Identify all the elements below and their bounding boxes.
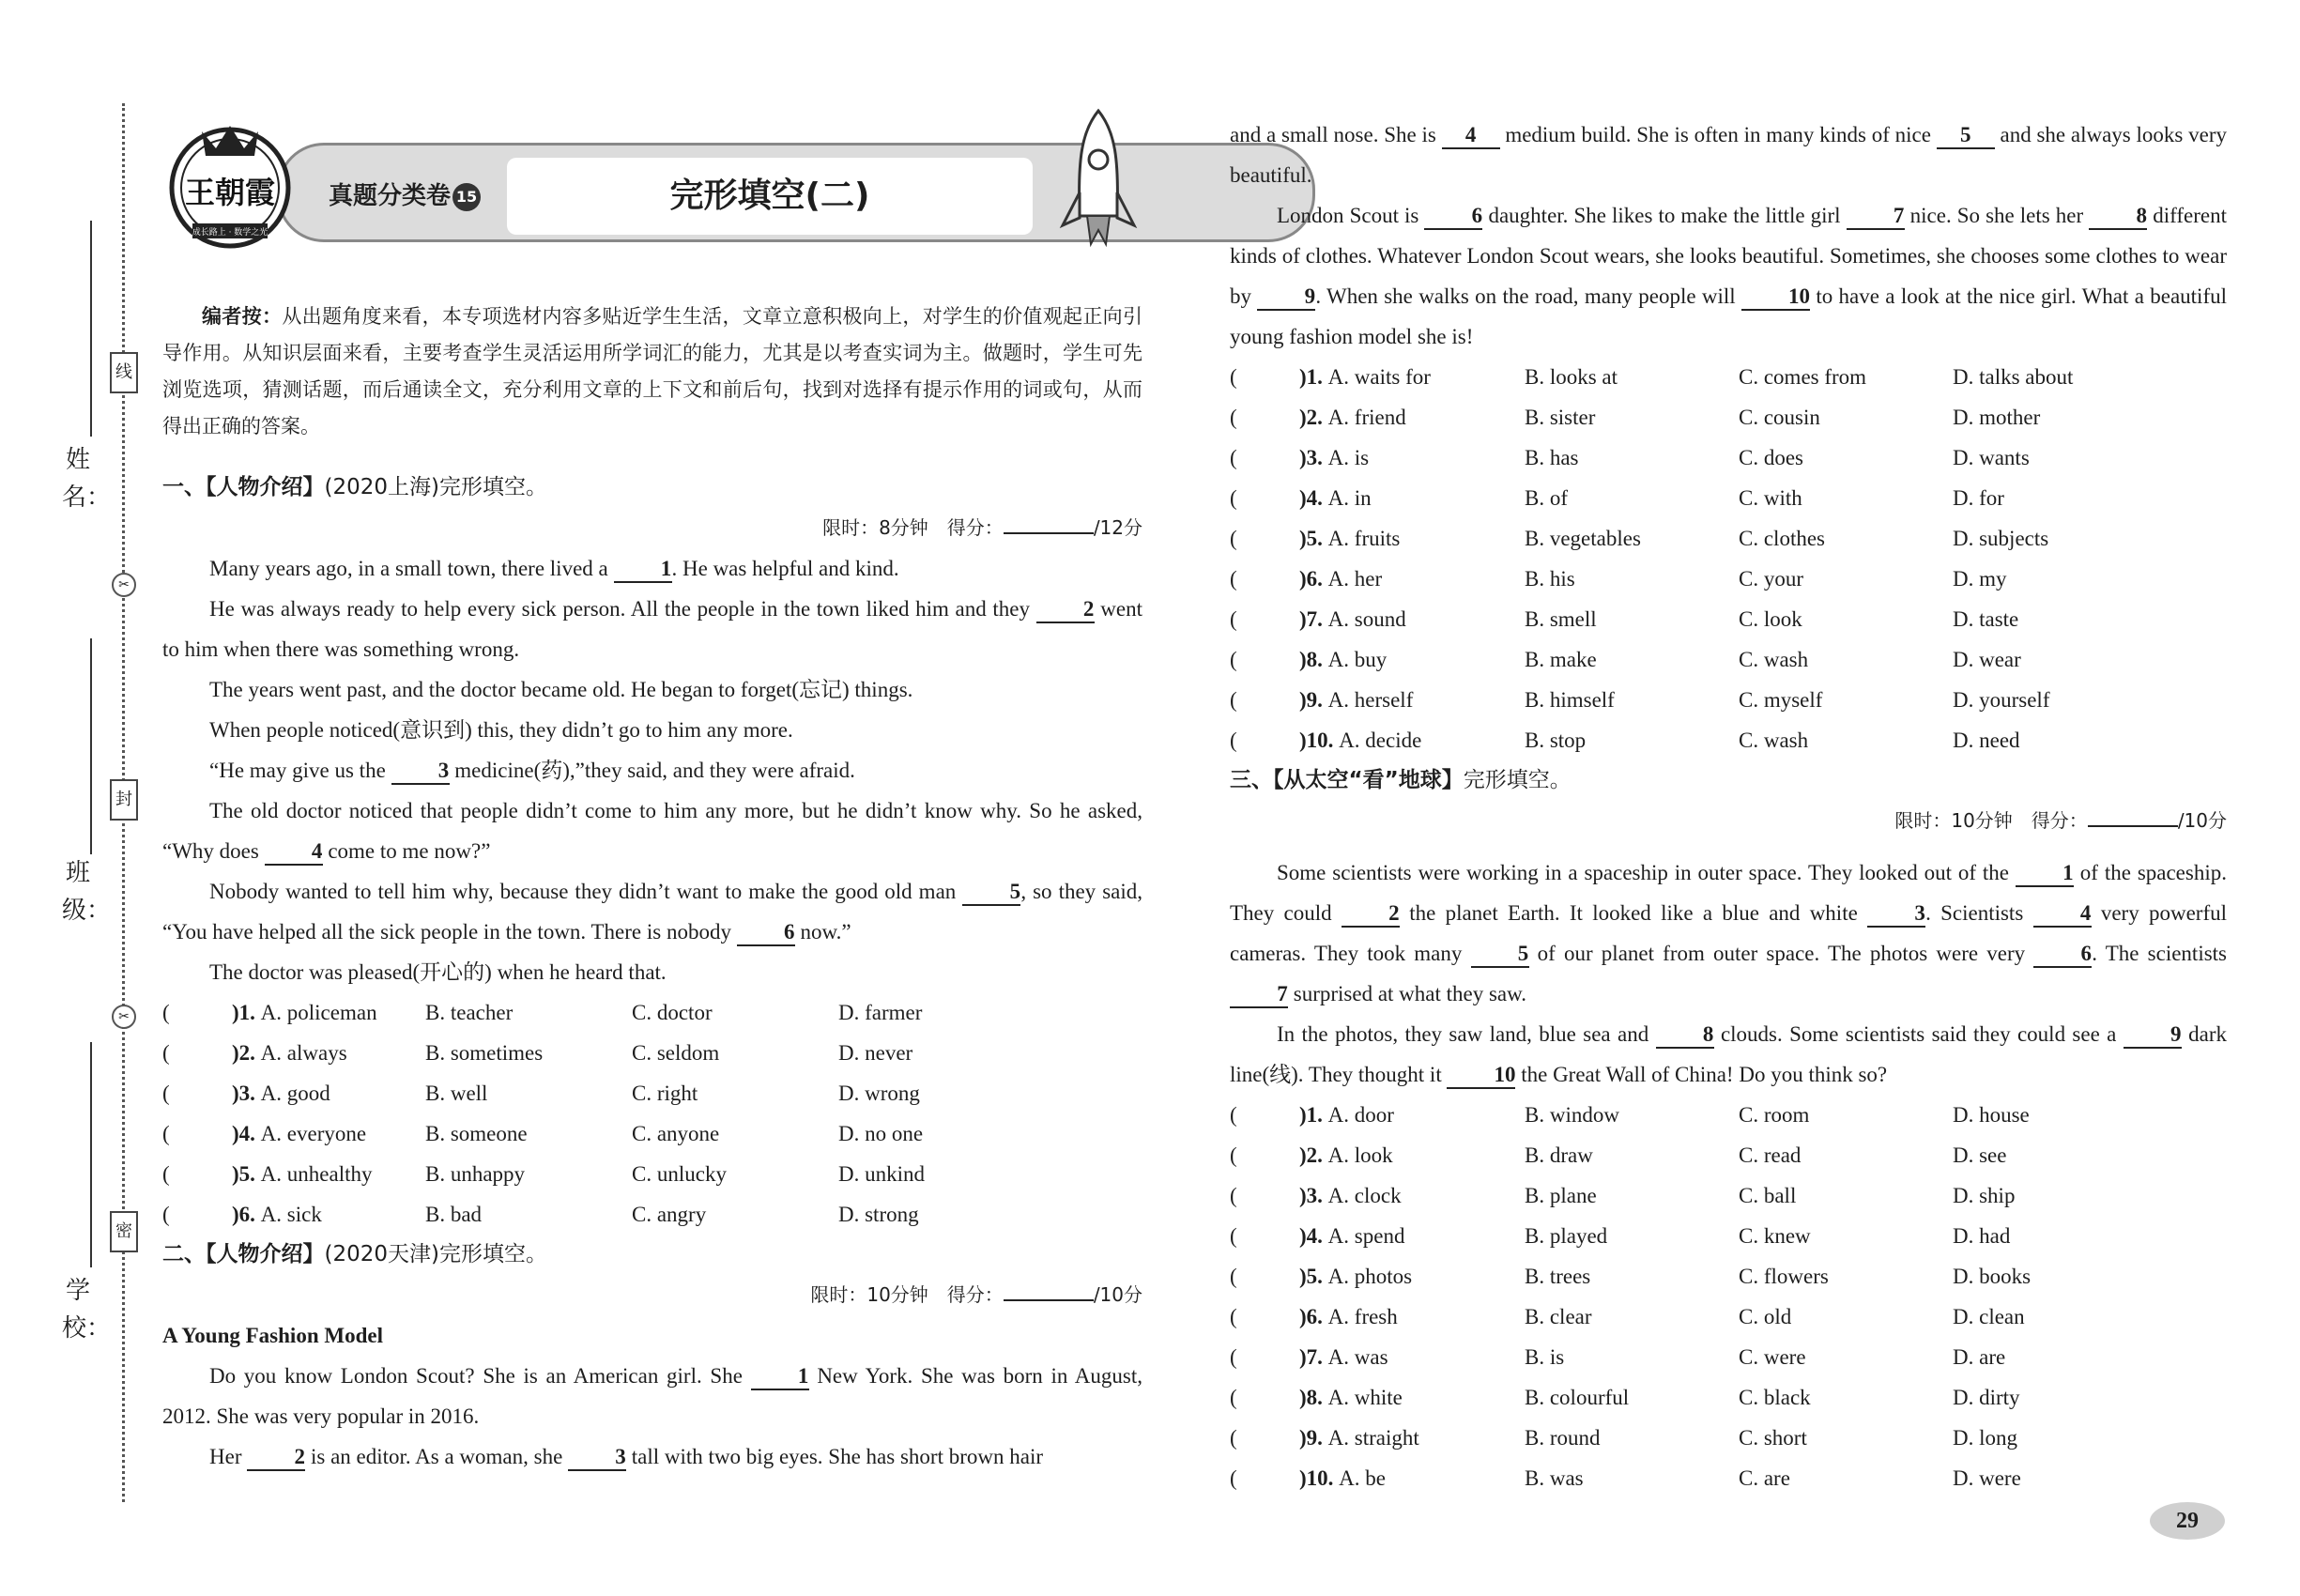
rocket-icon xyxy=(1042,103,1155,263)
answer-bracket[interactable]: ( xyxy=(1230,688,1237,712)
answer-blank[interactable]: 3 xyxy=(1867,901,1925,928)
question-option-c: C. wash xyxy=(1739,648,1809,671)
answer-bracket[interactable]: ( xyxy=(1230,486,1237,510)
answer-blank[interactable]: 8 xyxy=(1656,1022,1714,1049)
question-option-d: D. talks about xyxy=(1953,365,2074,389)
question-row xyxy=(1230,680,2227,720)
question-row xyxy=(1230,478,2227,518)
passage-paragraph xyxy=(162,710,1142,750)
question-option-d: D. taste xyxy=(1953,607,2019,631)
question-option-a: )5. A. unhealthy xyxy=(232,1162,373,1186)
answer-bracket[interactable]: ( xyxy=(1230,1386,1237,1409)
passage-text: the planet Earth. It looked like a blue and white xyxy=(1399,901,1868,925)
seal-mark-line: 线 xyxy=(110,352,138,393)
question-option-d: D. ship xyxy=(1953,1184,2016,1207)
answer-bracket[interactable]: ( xyxy=(162,1203,170,1226)
section3-total: /10分 xyxy=(2177,809,2227,832)
question-option-d: D. see xyxy=(1953,1143,2007,1167)
answer-blank[interactable]: 9 xyxy=(1257,284,1315,311)
question-option-c: C. read xyxy=(1739,1143,1802,1167)
question-option-c: C. look xyxy=(1739,607,1802,631)
question-row xyxy=(1230,1418,2227,1458)
section1-heading xyxy=(162,468,1142,508)
question-option-d: D. wrong xyxy=(838,1082,920,1105)
answer-blank[interactable]: 1 xyxy=(614,557,672,583)
answer-bracket[interactable]: ( xyxy=(162,1122,170,1145)
question-option-a: )10. A. be xyxy=(1299,1466,1386,1490)
passage-text: London Scout is xyxy=(1277,204,1425,227)
question-option-a: )5. A. photos xyxy=(1299,1265,1413,1288)
school-write-line[interactable] xyxy=(90,1042,92,1267)
question-option-a: )3. A. clock xyxy=(1299,1184,1402,1207)
passage-text: New York. She was born in August, 2012. She was very popular in 2016. xyxy=(162,1364,1143,1428)
section2-meta xyxy=(162,1275,1142,1315)
passage-paragraph xyxy=(1230,852,2227,1014)
answer-blank[interactable]: 2 xyxy=(1036,597,1095,623)
series-label xyxy=(329,176,481,211)
question-option-a: )6. A. fresh xyxy=(1299,1305,1398,1328)
question-row xyxy=(1230,437,2227,478)
answer-bracket[interactable]: ( xyxy=(1230,607,1237,631)
answer-bracket[interactable]: ( xyxy=(1230,365,1237,389)
question-option-d: D. farmer xyxy=(838,1001,923,1024)
question-row xyxy=(1230,720,2227,760)
class-label: 班 级： xyxy=(62,859,115,925)
section3-heading xyxy=(1230,760,2227,801)
passage-paragraph xyxy=(162,1436,1142,1477)
section2-heading xyxy=(162,1235,1142,1275)
question-option-c: C. with xyxy=(1739,486,1802,510)
passage-text: of the spaceship. They could xyxy=(1230,861,2227,925)
passage-paragraph xyxy=(1230,1014,2227,1095)
section3-time: 限时：10分钟 得分： xyxy=(1894,809,2088,832)
section3-passage xyxy=(1230,852,2227,1095)
answer-bracket[interactable]: ( xyxy=(1230,567,1237,591)
question-option-a: )1. A. waits for xyxy=(1299,365,1431,389)
answer-blank[interactable]: 4 xyxy=(265,839,323,866)
passage-paragraph xyxy=(162,548,1142,589)
question-option-b: B. round xyxy=(1525,1426,1601,1450)
section1-meta xyxy=(162,508,1142,548)
passage-text: is an editor. As a woman, she xyxy=(305,1445,569,1468)
question-option-b: B. colourful xyxy=(1525,1386,1630,1409)
question-option-c: C. myself xyxy=(1739,688,1823,712)
answer-bracket[interactable]: ( xyxy=(1230,648,1237,671)
name-write-line[interactable] xyxy=(90,221,92,437)
question-option-c: C. doctor xyxy=(632,1001,713,1024)
passage-text: of our planet from outer space. The photos were very xyxy=(1528,942,2034,965)
answer-bracket[interactable]: ( xyxy=(1230,1345,1237,1369)
name-label: 姓 名： xyxy=(62,446,115,512)
question-option-b: B. draw xyxy=(1525,1143,1593,1167)
answer-blank[interactable]: 2 xyxy=(1342,901,1400,928)
question-option-b: B. window xyxy=(1525,1103,1619,1127)
question-option-d: D. books xyxy=(1953,1265,2032,1288)
passage-paragraph xyxy=(162,871,1142,952)
passage-text: The old doctor noticed that people didn’t come to him any more, but he didn’t know why. So he asked, “Why does xyxy=(162,799,1142,863)
answer-blank[interactable]: 7 xyxy=(1847,204,1905,230)
question-option-c: C. right xyxy=(632,1082,698,1105)
passage-text: Her xyxy=(209,1445,248,1468)
section3-meta xyxy=(1230,801,2227,841)
passage-text: , so they said, “You have helped all the sick people in the town. There is nobody xyxy=(162,880,1142,944)
question-option-a: )3. A. good xyxy=(232,1082,330,1105)
logo-text: 王朝霞 xyxy=(184,175,276,210)
passage-text: . When she walks on the road, many people will xyxy=(1315,284,1742,308)
section1-questions xyxy=(162,992,1142,1235)
question-row xyxy=(162,1154,1142,1194)
answer-blank[interactable]: 3 xyxy=(568,1445,626,1471)
answer-bracket[interactable]: ( xyxy=(162,1162,170,1186)
question-option-c: C. clothes xyxy=(1739,527,1825,550)
passage-text: dark line(线). They thought it xyxy=(1230,1022,2228,1086)
series-text: 真题分类卷 xyxy=(329,182,452,210)
section3-source: 完形填空。 xyxy=(1463,768,1572,792)
question-row xyxy=(162,1073,1142,1113)
answer-blank[interactable]: 1 xyxy=(2016,861,2074,887)
answer-blank[interactable]: 2 xyxy=(247,1445,305,1471)
section2-passage-right xyxy=(1230,115,2227,357)
question-option-d: D. strong xyxy=(838,1203,919,1226)
passage-text: Do you know London Scout? She is an American girl. She xyxy=(209,1364,751,1388)
question-option-b: B. himself xyxy=(1525,688,1615,712)
page-number: 29 xyxy=(2150,1502,2225,1540)
question-row xyxy=(162,992,1142,1033)
question-option-d: D. unkind xyxy=(838,1162,925,1186)
question-option-c: C. flowers xyxy=(1739,1265,1829,1288)
question-option-b: B. unhappy xyxy=(425,1162,526,1186)
question-row xyxy=(1230,1337,2227,1377)
answer-blank[interactable]: 9 xyxy=(2124,1022,2182,1049)
question-option-c: C. seldom xyxy=(632,1041,720,1065)
question-option-a: )9. A. straight xyxy=(1299,1426,1419,1450)
question-option-a: )3. A. is xyxy=(1299,446,1370,469)
question-option-d: D. need xyxy=(1953,729,2020,752)
question-row xyxy=(1230,1095,2227,1135)
question-row xyxy=(1230,1135,2227,1175)
question-option-c: C. cousin xyxy=(1739,406,1820,429)
section2-passage-left xyxy=(162,1356,1142,1477)
answer-bracket[interactable]: ( xyxy=(1230,1466,1237,1490)
question-row xyxy=(162,1194,1142,1235)
question-option-a: )5. A. fruits xyxy=(1299,527,1401,550)
answer-blank[interactable]: 10 xyxy=(1741,284,1810,311)
question-row xyxy=(1230,639,2227,680)
passage-text: In the photos, they saw land, blue sea and xyxy=(1277,1022,1656,1046)
brand-logo-icon xyxy=(164,113,296,253)
passage-paragraph xyxy=(162,1356,1142,1436)
passage-text: “He may give us the xyxy=(209,759,391,782)
question-option-b: B. stop xyxy=(1525,729,1587,752)
question-option-c: C. knew xyxy=(1739,1224,1811,1248)
question-option-d: D. wants xyxy=(1953,446,2030,469)
passage-text: The years went past, and the doctor became old. He began to forget(忘记) things. xyxy=(209,678,913,701)
question-option-b: B. sister xyxy=(1525,406,1596,429)
score-blank[interactable] xyxy=(1004,1279,1094,1301)
passage-text: He was always ready to help every sick person. All the people in the town liked him and they xyxy=(209,597,1036,621)
question-option-b: B. of xyxy=(1525,486,1568,510)
question-option-b: B. teacher xyxy=(425,1001,514,1024)
page-header xyxy=(164,113,1150,253)
question-option-a: )2. A. always xyxy=(232,1041,347,1065)
answer-blank[interactable]: 10 xyxy=(1447,1063,1515,1089)
passage-text: clouds. Some scientists said they could see a xyxy=(1713,1022,2124,1046)
question-option-a: )8. A. buy xyxy=(1299,648,1388,671)
question-option-c: C. room xyxy=(1739,1103,1810,1127)
answer-bracket[interactable]: ( xyxy=(1230,1224,1237,1248)
passage-text: The doctor was pleased(开心的) when he heard that. xyxy=(209,960,667,984)
passage-text: Some scientists were working in a spaceship in outer space. They looked out of the xyxy=(1277,861,2016,884)
passage-text: come to me now?” xyxy=(322,839,491,863)
question-option-b: B. make xyxy=(1525,648,1597,671)
passage-paragraph xyxy=(162,750,1142,790)
passage-text: Many years ago, in a small town, there lived a xyxy=(209,557,614,580)
editor-note xyxy=(162,299,1142,445)
passage-text: medium build. She is often in many kinds of nice xyxy=(1499,123,1937,146)
question-option-b: B. bad xyxy=(425,1203,483,1226)
question-option-d: D. are xyxy=(1953,1345,2006,1369)
passage-text: daughter. She likes to make the little girl xyxy=(1482,204,1847,227)
question-option-c: C. does xyxy=(1739,446,1803,469)
answer-blank[interactable]: 3 xyxy=(391,759,450,785)
question-option-d: D. never xyxy=(838,1041,913,1065)
question-row xyxy=(1230,357,2227,397)
passage-paragraph xyxy=(162,589,1142,669)
answer-blank[interactable]: 5 xyxy=(962,880,1020,906)
question-option-d: D. mother xyxy=(1953,406,2041,429)
answer-blank[interactable]: 6 xyxy=(2033,942,2092,968)
question-row xyxy=(1230,1458,2227,1498)
question-option-a: )6. A. sick xyxy=(232,1203,322,1226)
question-option-c: C. were xyxy=(1739,1345,1806,1369)
question-option-c: C. your xyxy=(1739,567,1803,591)
passage-text: surprised at what they saw. xyxy=(1288,982,1526,1005)
question-option-c: C. angry xyxy=(632,1203,707,1226)
question-row xyxy=(1230,559,2227,599)
question-option-d: D. my xyxy=(1953,567,2007,591)
seal-mark-secret: 密 xyxy=(110,1211,138,1252)
question-option-d: D. yourself xyxy=(1953,688,2050,712)
question-option-a: )1. A. door xyxy=(1299,1103,1394,1127)
section1-passage xyxy=(162,548,1142,992)
passage-text: different kinds of clothes. Whatever London Scout wears, she looks beautiful. Sometimes, she chooses some clothes to wear by xyxy=(1230,204,2228,308)
answer-bracket[interactable]: ( xyxy=(1230,527,1237,550)
section3-title: 三、【从太空“看”地球】 xyxy=(1230,768,1464,792)
question-row xyxy=(1230,518,2227,559)
scissor-icon: ✂ xyxy=(112,1005,136,1029)
question-option-b: B. has xyxy=(1525,446,1579,469)
answer-bracket[interactable]: ( xyxy=(1230,446,1237,469)
logo-tagline: 成长路上 · 数学之光 xyxy=(192,228,268,238)
question-option-b: B. played xyxy=(1525,1224,1608,1248)
section1-time: 限时：8分钟 得分： xyxy=(822,516,1004,539)
right-column xyxy=(1230,115,2227,1498)
section2-time: 限时：10分钟 得分： xyxy=(810,1283,1004,1306)
question-option-c: C. black xyxy=(1739,1386,1811,1409)
question-option-d: D. wear xyxy=(1953,648,2021,671)
question-option-a: )10. A. decide xyxy=(1299,729,1422,752)
question-option-b: B. plane xyxy=(1525,1184,1597,1207)
question-option-d: D. long xyxy=(1953,1426,2017,1450)
class-write-line[interactable] xyxy=(90,638,92,854)
question-option-a: )6. A. her xyxy=(1299,567,1383,591)
question-row xyxy=(1230,397,2227,437)
section2-title: 二、【人物介绍】 xyxy=(162,1242,325,1266)
section2-questions xyxy=(1230,357,2227,760)
passage-paragraph xyxy=(1230,115,2227,195)
passage-text: medicine(药),”they said, and they were afraid. xyxy=(449,759,855,782)
passage-text: and a small nose. She is xyxy=(1230,123,1442,146)
editor-note-label: 编者按： xyxy=(202,305,283,328)
question-option-d: D. were xyxy=(1953,1466,2021,1490)
school-label: 学 校： xyxy=(62,1277,115,1343)
answer-blank[interactable]: 6 xyxy=(737,920,795,946)
question-option-c: C. ball xyxy=(1739,1184,1797,1207)
question-option-c: C. short xyxy=(1739,1426,1807,1450)
answer-blank[interactable]: 4 xyxy=(1442,123,1500,149)
question-option-b: B. vegetables xyxy=(1525,527,1641,550)
section1-source: (2020上海)完形填空。 xyxy=(324,475,547,499)
answer-bracket[interactable]: ( xyxy=(1230,1265,1237,1288)
passage-text: now.” xyxy=(794,920,851,944)
question-option-b: B. his xyxy=(1525,567,1575,591)
question-option-b: B. looks at xyxy=(1525,365,1618,389)
passage-text: . Scientists xyxy=(1925,901,2033,925)
question-option-a: )9. A. herself xyxy=(1299,688,1414,712)
question-row xyxy=(1230,1175,2227,1216)
passage-text: . The scientists xyxy=(2092,942,2227,965)
paper-number-badge: 15 xyxy=(452,183,481,211)
answer-bracket[interactable]: ( xyxy=(162,1001,170,1024)
question-option-d: D. dirty xyxy=(1953,1386,2020,1409)
question-option-b: B. someone xyxy=(425,1122,528,1145)
question-option-c: C. old xyxy=(1739,1305,1792,1328)
section2-total: /10分 xyxy=(1093,1283,1142,1306)
question-option-a: )2. A. look xyxy=(1299,1143,1393,1167)
section2-source: (2020天津)完形填空。 xyxy=(324,1242,547,1266)
question-option-b: B. trees xyxy=(1525,1265,1591,1288)
question-row xyxy=(1230,599,2227,639)
answer-bracket[interactable]: ( xyxy=(1230,729,1237,752)
question-option-b: B. sometimes xyxy=(425,1041,544,1065)
passage-text: tall with two big eyes. She has short brown hair xyxy=(626,1445,1043,1468)
question-row xyxy=(1230,1297,2227,1337)
question-option-a: )7. A. was xyxy=(1299,1345,1388,1369)
question-row xyxy=(1230,1216,2227,1256)
seal-mark-seal: 封 xyxy=(110,779,138,821)
question-row xyxy=(1230,1377,2227,1418)
question-option-a: )2. A. friend xyxy=(1299,406,1406,429)
passage-paragraph xyxy=(1230,195,2227,357)
question-option-b: B. smell xyxy=(1525,607,1597,631)
question-option-d: D. for xyxy=(1953,486,2004,510)
question-option-c: C. anyone xyxy=(632,1122,720,1145)
question-option-a: )7. A. sound xyxy=(1299,607,1406,631)
question-option-d: D. clean xyxy=(1953,1305,2025,1328)
scissor-icon: ✂ xyxy=(112,573,136,597)
passage-text: . He was helpful and kind. xyxy=(671,557,899,580)
section3-questions xyxy=(1230,1095,2227,1498)
answer-blank[interactable]: 5 xyxy=(1471,942,1529,968)
answer-bracket[interactable]: ( xyxy=(1230,1143,1237,1167)
question-option-d: D. had xyxy=(1953,1224,2011,1248)
question-row xyxy=(162,1033,1142,1073)
answer-bracket[interactable]: ( xyxy=(1230,406,1237,429)
passage-text: nice. So she lets her xyxy=(1904,204,2090,227)
left-column xyxy=(162,299,1142,1477)
answer-blank[interactable]: 5 xyxy=(1937,123,1995,149)
answer-blank[interactable]: 7 xyxy=(1230,982,1288,1008)
question-option-c: C. wash xyxy=(1739,729,1809,752)
passage-text: very powerful cameras. They took many xyxy=(1230,901,2228,965)
section1-total: /12分 xyxy=(1093,516,1142,539)
answer-bracket[interactable]: ( xyxy=(162,1041,170,1065)
passage-paragraph xyxy=(162,669,1142,710)
score-blank[interactable] xyxy=(2088,805,2178,827)
question-row xyxy=(1230,1256,2227,1297)
question-option-b: B. well xyxy=(425,1082,488,1105)
passage-text: the Great Wall of China! Do you think so? xyxy=(1515,1063,1888,1086)
answer-bracket[interactable]: ( xyxy=(1230,1305,1237,1328)
question-option-b: B. clear xyxy=(1525,1305,1592,1328)
answer-bracket[interactable]: ( xyxy=(162,1082,170,1105)
passage-text: When people noticed(意识到) this, they didn’t go to him any more. xyxy=(209,718,793,742)
question-option-d: D. subjects xyxy=(1953,527,2049,550)
score-blank[interactable] xyxy=(1004,512,1094,534)
passage-text: went to him when there was something wrong. xyxy=(162,597,1142,661)
question-option-a: )8. A. white xyxy=(1299,1386,1403,1409)
question-option-c: C. comes from xyxy=(1739,365,1867,389)
passage-text: Nobody wanted to tell him why, because they didn’t want to make the good old man xyxy=(209,880,963,903)
question-option-d: D. no one xyxy=(838,1122,924,1145)
answer-blank[interactable]: 6 xyxy=(1424,204,1482,230)
passage-paragraph xyxy=(162,790,1142,871)
question-option-b: B. was xyxy=(1525,1466,1584,1490)
answer-blank[interactable]: 4 xyxy=(2033,901,2092,928)
answer-bracket[interactable]: ( xyxy=(1230,1184,1237,1207)
passage-text: and she always looks very beautiful. xyxy=(1230,123,2227,187)
section1-title: 一、【人物介绍】 xyxy=(162,475,325,499)
question-option-a: )4. A. everyone xyxy=(232,1122,367,1145)
answer-blank[interactable]: 1 xyxy=(751,1364,809,1390)
answer-blank[interactable]: 8 xyxy=(2089,204,2147,230)
passage-paragraph xyxy=(162,952,1142,992)
question-option-a: )4. A. in xyxy=(1299,486,1372,510)
answer-bracket[interactable]: ( xyxy=(1230,1103,1237,1127)
question-row xyxy=(162,1113,1142,1154)
question-option-b: B. is xyxy=(1525,1345,1565,1369)
question-option-c: C. unlucky xyxy=(632,1162,727,1186)
question-option-a: )4. A. spend xyxy=(1299,1224,1405,1248)
passage-text: to have a look at the nice girl. What a beautiful young fashion model she is! xyxy=(1230,284,2227,348)
question-option-c: C. are xyxy=(1739,1466,1790,1490)
page-title: 完形填空(二) xyxy=(507,158,1033,235)
answer-bracket[interactable]: ( xyxy=(1230,1426,1237,1450)
question-option-d: D. house xyxy=(1953,1103,2030,1127)
passage-title: A Young Fashion Model xyxy=(162,1324,383,1347)
editor-note-text: 从出题角度来看，本专项选材内容多贴近学生生活，文章立意积极向上，对学生的价值观起正向引导作用。从知识层面来看，主要考查学生灵活运用所学词汇的能力，尤其是以考查实词为主。做题时，学生可先浏览选项，猜测话题，而后通读全文，充分利用文章的上下文和前后句，找到对选择有提示作用的词或句，从而得出正确的答案。 xyxy=(162,305,1143,437)
question-option-a: )1. A. policeman xyxy=(232,1001,377,1024)
